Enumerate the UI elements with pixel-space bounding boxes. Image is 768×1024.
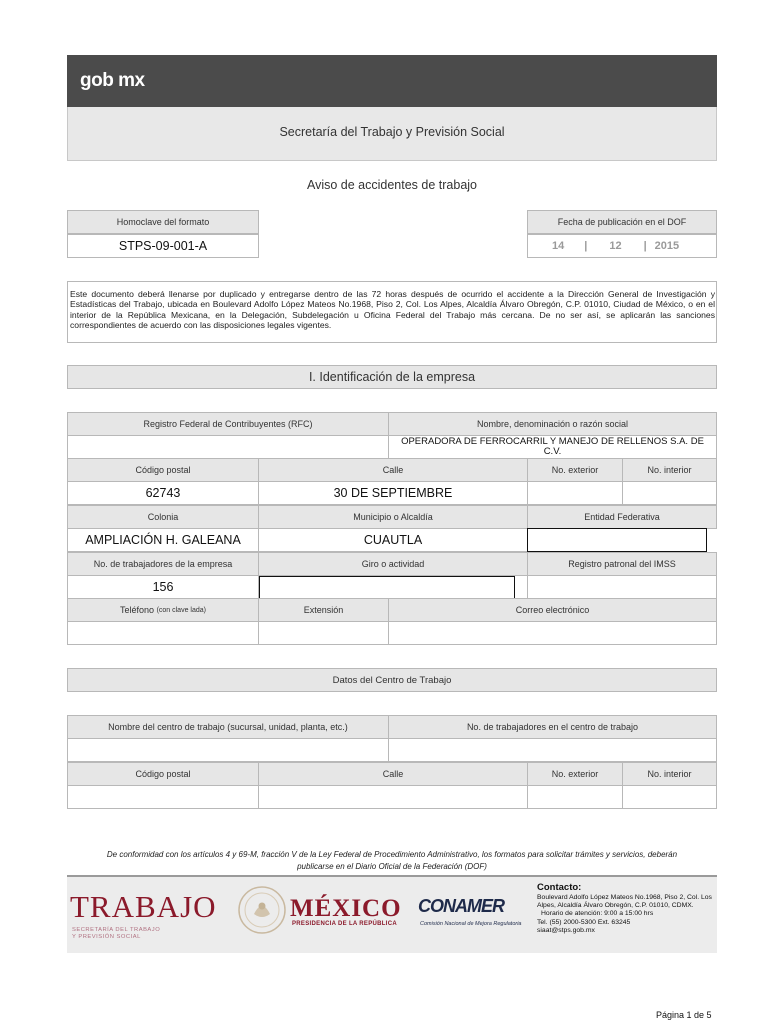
ext-number-field[interactable] bbox=[527, 481, 623, 505]
center-workers-label: No. de trabajadores en el centro de trabajo bbox=[388, 715, 717, 739]
municipio-field[interactable]: CUAUTLA bbox=[258, 528, 528, 552]
phone-field[interactable] bbox=[67, 621, 259, 645]
extension-field[interactable] bbox=[258, 621, 389, 645]
dof-label: Fecha de publicación en el DOF bbox=[527, 210, 717, 234]
entidad-field[interactable] bbox=[527, 528, 707, 552]
dof-year: 2015 bbox=[654, 240, 680, 252]
agency-name: Secretaría del Trabajo y Previsión Social bbox=[279, 125, 505, 139]
dof-month: 12 bbox=[609, 240, 622, 252]
entidad-label: Entidad Federativa bbox=[527, 505, 717, 529]
int-number-label: No. interior bbox=[622, 458, 717, 482]
center-ext-number-label: No. exterior bbox=[527, 762, 623, 786]
instructions-notice: Este documento deberá llenarse por duplicado y entregarse dentro de las 72 horas después de ocurrido el accidente a la Dirección General de Investigación y Estadísticas del Trabajo, ubicada en Boulevard Adolfo López Mateos No.1968, Piso 2, Col. Los Alpes, Alcaldía Álvaro Obregón, C.P. 01010, Ciudad de México, o en el interior de la República Mexicana, en la Delegación, Subdelegación u Oficina Federal del Trabajo más cercana. De no ser así, se aplicarán las sanciones correspondientes de acuerdo con las disposiciones legales vigentes. bbox=[67, 281, 717, 343]
center-name-label: Nombre del centro de trabajo (sucursal, unidad, planta, etc.) bbox=[67, 715, 389, 739]
section-title-centro: Datos del Centro de Trabajo bbox=[67, 668, 717, 692]
header-banner bbox=[67, 55, 717, 107]
rfc-label: Registro Federal de Contribuyentes (RFC) bbox=[67, 412, 389, 436]
dof-separator: | bbox=[584, 240, 588, 252]
imss-label: Registro patronal del IMSS bbox=[527, 552, 717, 576]
national-shield-icon bbox=[236, 884, 288, 936]
page-number: Página 1 de 5 bbox=[656, 1010, 712, 1020]
center-int-number-field[interactable] bbox=[622, 785, 717, 809]
form-title: Aviso de accidentes de trabajo bbox=[306, 178, 478, 192]
postal-code-field[interactable]: 62743 bbox=[67, 481, 259, 505]
center-street-field[interactable] bbox=[258, 785, 528, 809]
rfc-field[interactable] bbox=[67, 435, 389, 459]
email-field[interactable] bbox=[388, 621, 717, 645]
trabajo-subtitle bbox=[72, 927, 160, 941]
giro-field[interactable] bbox=[259, 576, 515, 599]
trabajo-logo: TRABAJO bbox=[70, 889, 217, 924]
dof-separator: | bbox=[643, 240, 647, 252]
center-ext-number-field[interactable] bbox=[527, 785, 623, 809]
colonia-field[interactable]: AMPLIACIÓN H. GALEANA bbox=[67, 528, 259, 552]
workers-field[interactable]: 156 bbox=[67, 575, 259, 599]
homoclave-label: Homoclave del formato bbox=[67, 210, 259, 234]
phone-label-note: (con clave lada) bbox=[156, 606, 206, 614]
phone-label-text: Teléfono bbox=[120, 605, 155, 615]
workers-label: No. de trabajadores de la empresa bbox=[67, 552, 259, 576]
street-field[interactable]: 30 DE SEPTIEMBRE bbox=[258, 481, 528, 505]
mexico-subtitle: PRESIDENCIA DE LA REPÚBLICA bbox=[292, 921, 397, 927]
company-name-field[interactable]: OPERADORA DE FERROCARRIL Y MANEJO DE RELLENOS S.A. DE C.V. bbox=[388, 435, 717, 459]
center-postal-code-field[interactable] bbox=[67, 785, 259, 809]
postal-code-label: Código postal bbox=[67, 458, 259, 482]
contact-hours: Horario de atención: 9:00 a 15:00 hrs bbox=[541, 910, 654, 918]
conamer-logo: CONAMER bbox=[418, 896, 504, 916]
gobmx-logo: gob mx bbox=[80, 70, 145, 91]
center-workers-field[interactable] bbox=[388, 738, 717, 762]
dof-day: 14 bbox=[552, 240, 565, 252]
int-number-field[interactable] bbox=[622, 481, 717, 505]
center-name-field[interactable] bbox=[67, 738, 389, 762]
ext-number-label: No. exterior bbox=[527, 458, 623, 482]
contact-title: Contacto: bbox=[537, 882, 582, 893]
contact-email[interactable]: siaat@stps.gob.mx bbox=[537, 926, 595, 934]
mexico-logo: MÉXICO bbox=[290, 895, 402, 922]
giro-label: Giro o actividad bbox=[258, 552, 528, 576]
legal-note: De conformidad con los artículos 4 y 69-M, fracción V de la Ley Federal de Procedimiento Administrativo, los formatos para solicitar trámites y servicios, deberán publicarse en el Diario Oficial de la Federación (DOF) bbox=[106, 850, 678, 871]
trabajo-subtitle-line2: Y PREVISIÓN SOCIAL bbox=[72, 934, 141, 940]
conamer-subtitle: Comisión Nacional de Mejora Regulatoria bbox=[420, 921, 522, 927]
center-int-number-label: No. interior bbox=[622, 762, 717, 786]
dof-date bbox=[527, 234, 717, 258]
street-label: Calle bbox=[258, 458, 528, 482]
contact-address: Boulevard Adolfo López Mateos No.1968, Piso 2, Col. Los Alpes, Alcaldía Álvaro Obregón, C.P. 01010, CDMX. bbox=[537, 894, 712, 910]
extension-label: Extensión bbox=[258, 598, 389, 622]
company-name-label: Nombre, denominación o razón social bbox=[388, 412, 717, 436]
trabajo-subtitle-line1: SECRETARÍA DEL TRABAJO bbox=[72, 927, 161, 933]
homoclave-value: STPS-09-001-A bbox=[67, 234, 259, 258]
municipio-label: Municipio o Alcaldía bbox=[258, 505, 528, 529]
colonia-label: Colonia bbox=[67, 505, 259, 529]
imss-field[interactable] bbox=[527, 575, 717, 599]
contact-phone: Tel. (55) 2000-5300 Ext. 63245 bbox=[537, 918, 631, 926]
section-title-empresa: I. Identificación de la empresa bbox=[67, 365, 717, 389]
phone-label bbox=[67, 598, 259, 622]
email-label: Correo electrónico bbox=[388, 598, 717, 622]
contact-info bbox=[537, 894, 719, 935]
center-street-label: Calle bbox=[258, 762, 528, 786]
center-postal-code-label: Código postal bbox=[67, 762, 259, 786]
